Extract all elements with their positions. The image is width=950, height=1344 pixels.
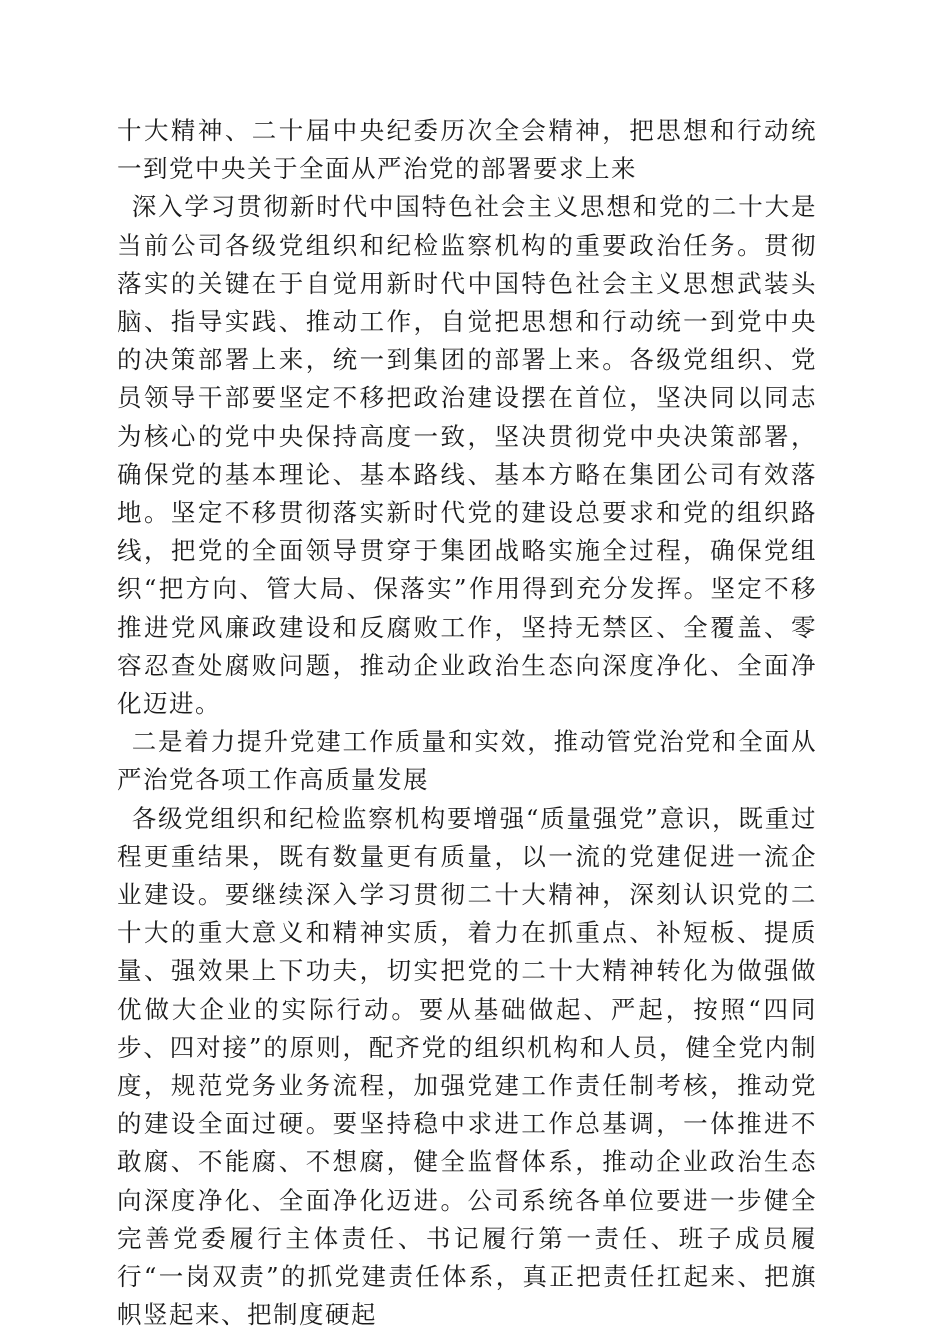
section-heading-continued: 十大精神、二十届中央纪委历次全会精神，把思想和行动统一到党中央关于全面从严治党的部署要求上来 bbox=[117, 116, 817, 184]
document-body bbox=[117, 112, 817, 1335]
paragraph-quality-party-building: 各级党组织和纪检监察机构要增强“质量强党”意识，既重过程更重结果，既有数量更有质量，以一流的党建促进一流企业建设。要继续深入学习贯彻二十大精神，深刻认识党的二十大的重大意义和精神实质，着力在抓重点、补短板、提质量、强效果上下功夫，切实把党的二十大精神转化为做强做优做大企业的实际行动。要从基础做起、严起，按照“四同步、四对接”的原则，配齐党的组织机构和人员，健全党内制度，规范党务业务流程，加强党建工作责任制考核，推动党的建设全面过硬。要坚持稳中求进工作总基调，一体推进不敢腐、不能腐、不想腐，健全监督体系，推动企业政治生态向深度净化、全面净化迈进。公司系统各单位要进一步健全完善党委履行主体责任、书记履行第一责任、班子成员履行“一岗双责”的抓党建责任体系，真正把责任扛起来、把旗帜竖起来、把制度硬起 bbox=[117, 803, 817, 1330]
section-heading-two: 二是着力提升党建工作质量和实效，推动管党治党和全面从严治党各项工作高质量发展 bbox=[117, 727, 817, 795]
paragraph-study-implement: 深入学习贯彻新时代中国特色社会主义思想和党的二十大是当前公司各级党组织和纪检监察机构的重要政治任务。贯彻落实的关键在于自觉用新时代中国特色社会主义思想武装头脑、指导实践、推动工作，自觉把思想和行动统一到党中央的决策部署上来，统一到集团的部署上来。各级党组织、党员领导干部要坚定不移把政治建设摆在首位，坚决同以同志为核心的党中央保持高度一致，坚决贯彻党中央决策部署，确保党的基本理论、基本路线、基本方略在集团公司有效落地。坚定不移贯彻落实新时代党的建设总要求和党的组织路线，把党的全面领导贯穿于集团战略实施全过程，确保党组织“把方向、管大局、保落实”作用得到充分发挥。坚定不移推进党风廉政建设和反腐败工作，坚持无禁区、全覆盖、零容忍查处腐败问题，推动企业政治生态向深度净化、全面净化迈进。 bbox=[117, 192, 817, 719]
